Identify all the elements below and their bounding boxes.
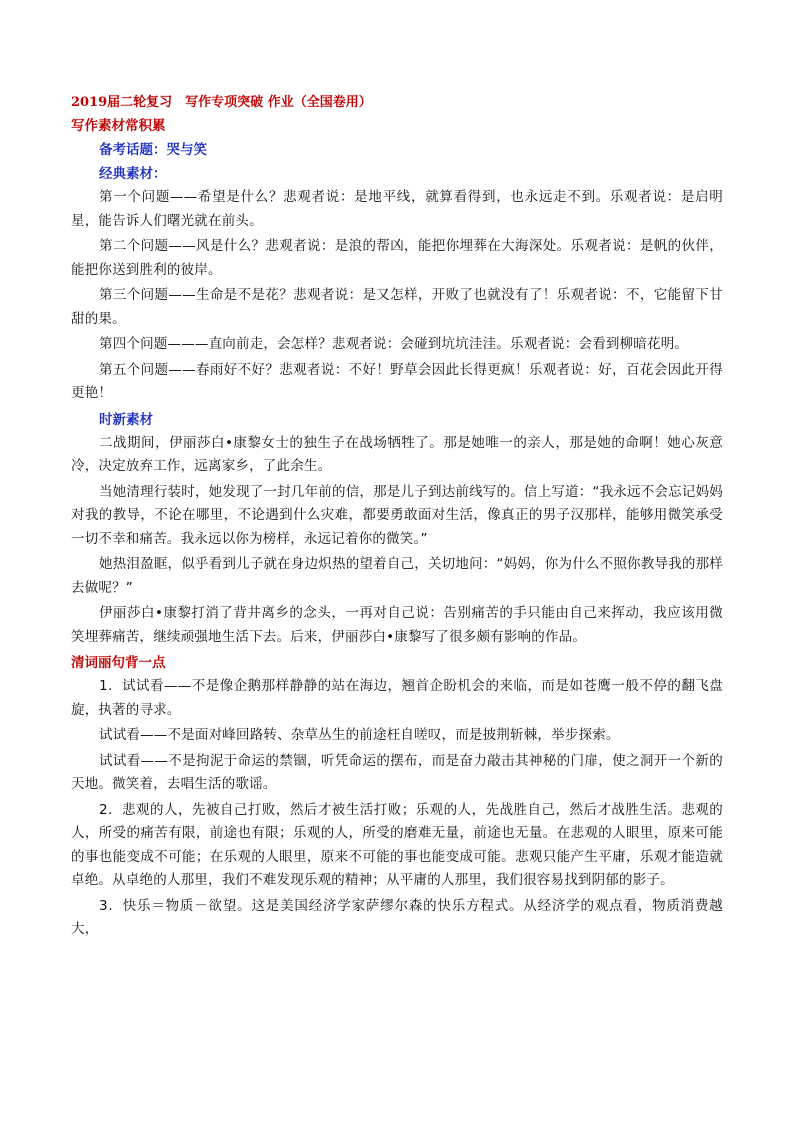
classic-materials-label: 经典素材： xyxy=(99,166,167,182)
document-title: 2019届二轮复习 写作专项突破 作业（全国卷用） xyxy=(71,95,372,110)
topic-heading: 备考话题：哭与笑 xyxy=(99,142,207,158)
sentence-paragraph: 2．悲观的人，先被自己打败，然后才被生活打败；乐观的人，先战胜自己，然后才战胜生活。悲观的人，所受的痛苦有限，前途也有限；乐观的人，所受的磨难无量，前途也无量。在悲观的人眼里，原来可能的事也能变成不可能；在乐观的人眼里，原来不可能的事也能变成可能。悲观只能产生平庸，乐观才能造就卓绝。从卓绝的人那里，我们不难发现乐观的精神；从平庸的人那里，我们很容易找到阴郁的影子。 xyxy=(71,801,723,888)
new-materials-label: 时新素材 xyxy=(99,411,153,428)
section-heading-sentences: 清词丽句背一点 xyxy=(71,655,166,671)
new-material-paragraph: 伊丽莎白•康黎打消了背井离乡的念头，一再对自己说：告别痛苦的手只能由自己来挥动，我应该用微笑埋葬痛苦，继续顽强地生活下去。后来，伊丽莎白•康黎写了很多颇有影响的作品。 xyxy=(71,605,723,645)
classic-paragraph: 第二个问题——风是什么？悲观者说：是浪的帮凶，能把你埋葬在大海深处。乐观者说：是帆的伙伴，能把你送到胜利的彼岸。 xyxy=(71,238,723,278)
sentence-paragraph: 试试看——不是面对峰回路转、杂草丛生的前途枉自嗟叹，而是披荆斩棘，举步探索。 xyxy=(99,727,620,743)
section-heading-materials: 写作素材常积累 xyxy=(71,118,166,134)
classic-paragraph: 第三个问题——生命是不是花？悲观者说：是又怎样，开败了也就没有了！乐观者说：不，它能留下甘甜的果。 xyxy=(71,287,723,327)
sentence-paragraph: 3．快乐＝物质－欲望。这是美国经济学家萨缪尔森的快乐方程式。从经济学的观点看，物质消费越大， xyxy=(71,897,723,937)
document-page xyxy=(71,92,723,944)
sentence-paragraph: 试试看——不是拘泥于命运的禁锢，听凭命运的摆布，而是奋力敲击其神秘的门扉，使之洞开一个新的天地。微笑着，去唱生活的歌谣。 xyxy=(71,752,723,792)
classic-paragraph: 第四个问题———直向前走，会怎样？悲观者说：会碰到坑坑洼洼。乐观者说：会看到柳暗花明。 xyxy=(99,336,689,352)
classic-paragraph: 第五个问题——春雨好不好？悲观者说：不好！野草会因此长得更疯！乐观者说：好，百花会因此开得更艳！ xyxy=(71,361,723,401)
new-material-paragraph: 她热泪盈眶，似乎看到儿子就在身边炽热的望着自己，关切地问：“妈妈，你为什么不照你教导我的那样去做呢？” xyxy=(71,556,723,596)
classic-paragraph: 第一个问题——希望是什么？悲观者说：是地平线，就算看得到，也永远走不到。乐观者说：是启明星，能告诉人们曙光就在前头。 xyxy=(71,189,723,229)
new-material-paragraph: 二战期间，伊丽莎白•康黎女士的独生子在战场牺牲了。那是她唯一的亲人，那是她的命啊！她心灰意冷，决定放弃工作，远离家乡，了此余生。 xyxy=(71,434,723,474)
new-material-paragraph: 当她清理行装时，她发现了一封几年前的信，那是儿子到达前线写的。信上写道：“我永远不会忘记妈妈对我的教导，不论在哪里，不论遇到什么灾难，都要勇敢面对生活，像真正的男子汉那样，能够用微笑承受一切不幸和痛苦。我永远以你为榜样，永远记着你的微笑。” xyxy=(71,483,723,547)
sentence-paragraph: 1．试试看——不是像企鹅那样静静的站在海边，翘首企盼机会的来临，而是如苍鹰一般不停的翻飞盘旋，执著的寻求。 xyxy=(71,678,723,718)
